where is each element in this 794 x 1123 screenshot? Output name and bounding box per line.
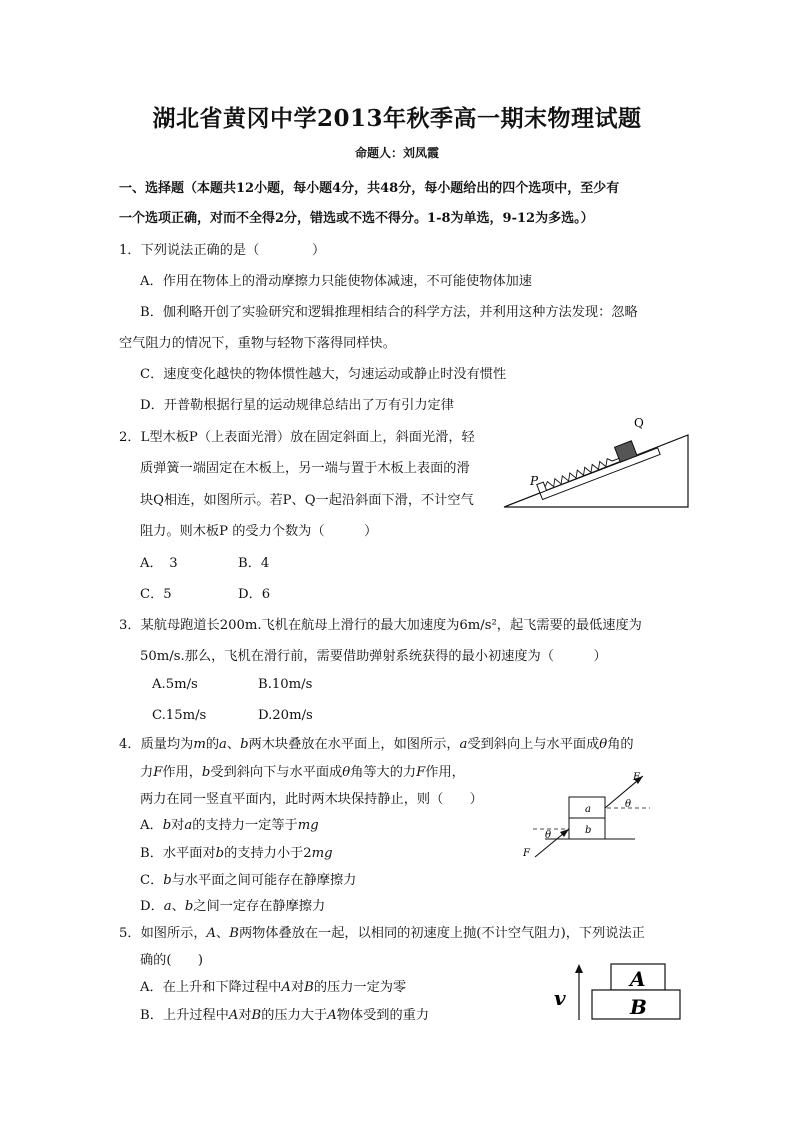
q4-text: 4．质量均为	[119, 737, 194, 752]
q4-var-a: a	[163, 899, 172, 914]
q4-text: 角等大的力	[350, 765, 417, 780]
q4-option-c	[140, 869, 356, 888]
q2-option-c: C．5	[140, 587, 172, 602]
label-f-bottom: F	[523, 848, 530, 859]
section-heading-line-2: 一个选项正确，对而不全得2分，错选或不选不得分。1-8为单选，9-12为多选。）	[119, 211, 594, 226]
author-line: 命题人：刘凤霞	[354, 146, 439, 160]
q3-option-b: B.10m/s	[258, 677, 313, 692]
q1-option-a: A．作用在物体上的滑动摩擦力只能使物体减速，不可能使物体加速	[140, 274, 532, 289]
q4-stem-line3: 两力在同一竖直平面内，此时两木块保持静止，则（ ）	[140, 792, 483, 807]
q4-text: 力	[140, 765, 154, 780]
q4-text: 作用，	[162, 765, 202, 780]
q5-blocks-figure	[548, 958, 688, 1024]
label-q: Q	[634, 416, 644, 430]
velocity-arrowhead	[575, 964, 583, 973]
q1-option-d: D．开普勒根据行星的运动规律总结出了万有引力定律	[140, 398, 454, 413]
section-heading-line-1: 一、选择题（本题共12小题，每小题4分，共48分，每小题给出的四个选项中，至少有	[119, 181, 620, 196]
q4-text: D．	[140, 899, 164, 914]
q4-blocks-figure	[515, 768, 675, 863]
q5-var-a: A	[327, 1008, 337, 1023]
q4-text: 的支持力一定等于	[192, 818, 298, 833]
q4-var-a: a	[184, 818, 193, 833]
q4-text: 、	[226, 737, 241, 752]
q4-text: A．	[140, 818, 163, 833]
q4-var-mg: mg	[297, 818, 319, 833]
q2-stem-line1: 2．L型木板P（上表面光滑）放在固定斜面上，斜面光滑，轻	[119, 430, 475, 445]
l-board-stop	[537, 482, 547, 493]
q5-var-b: B	[229, 926, 239, 941]
page-title: 湖北省黄冈中学2013年秋季高一期末物理试题	[152, 105, 642, 132]
q4-number: 2	[303, 846, 312, 861]
q5-text: 5．如图所示，	[119, 926, 207, 941]
q4-var-b: b	[215, 846, 225, 861]
q4-text: C．	[140, 873, 164, 888]
q5-text: 的压力一定为零	[313, 980, 407, 995]
label-a: A	[630, 967, 646, 991]
q1-option-c: C．速度变化越快的物体惯性越大，匀速运动或静止时没有惯性	[140, 367, 507, 382]
q2-stem-line4: 阻力。则木板P 的受力个数为（ ）	[140, 524, 378, 539]
q5-text: 的压力大于	[261, 1008, 328, 1023]
q4-var-mg: mg	[311, 846, 333, 861]
q5-option-b	[140, 1004, 429, 1023]
q4-stem-line1	[119, 733, 634, 752]
q5-text: 、	[216, 926, 230, 941]
q3-option-a: A.5m/s	[152, 677, 198, 692]
q2-option-d: D．6	[238, 587, 271, 602]
q5-text: A．在上升和下降过程中	[140, 980, 282, 995]
q4-var-b: b	[162, 818, 172, 833]
q5-text: B．上升过程中	[140, 1008, 229, 1023]
q5-var-a: A	[206, 926, 217, 941]
q4-var-theta: θ	[599, 737, 608, 752]
q1-option-b-line2: 空气阻力的情况下，重物与轻物下落得同样快。	[119, 336, 396, 351]
q4-text: 与水平面之间可能存在静摩擦力	[171, 873, 357, 888]
label-b: B	[630, 995, 647, 1019]
q4-text: 受到斜向下与水平面成	[210, 765, 343, 780]
q5-option-a	[140, 976, 406, 995]
q4-text: 角的	[607, 737, 634, 752]
label-b: b	[585, 825, 592, 836]
l-board-base	[540, 448, 660, 500]
q5-var-b: B	[251, 1008, 262, 1023]
q1-option-b-line1: B．伽利略开创了实验研究和逻辑推理相结合的科学方法，并利用这种方法发现：忽略	[140, 305, 638, 320]
q4-var-b: b	[240, 737, 249, 752]
q4-text: 对	[171, 818, 185, 833]
q2-stem-line3: 块Q相连，如图所示。若P、Q一起沿斜面下滑，不计空气	[140, 493, 474, 508]
q4-var-a: a	[219, 737, 227, 752]
q4-text: 的支持力小于	[224, 846, 304, 861]
q4-text: B．水平面对	[140, 846, 216, 861]
q5-var-a: A	[281, 980, 291, 995]
label-v: v	[554, 986, 566, 1010]
q4-stem-line2	[140, 761, 465, 780]
q2-incline-figure	[500, 415, 700, 515]
q4-option-a	[140, 814, 319, 833]
q4-text: 、	[171, 899, 185, 914]
q4-text: 的	[205, 737, 220, 752]
q4-var-f: F	[416, 765, 426, 780]
q5-text: 物体受到的重力	[336, 1008, 430, 1023]
q3-stem-line1: 3．某航母跑道长200m.飞机在航母上滑行的最大加速度为6m/s²，起飞需要的最低速度为	[119, 618, 642, 633]
q5-var-a: A	[228, 1008, 239, 1023]
q4-var-theta: θ	[342, 765, 351, 780]
q5-text: 对	[238, 1008, 252, 1023]
q5-text: 两物体叠放在一起，以相同的初速度上抛(不计空气阻力)，下列说法正	[238, 926, 645, 941]
q4-text: 作用，	[425, 765, 465, 780]
q2-stem-line2: 质弹簧一端固定在木板上，另一端与置于木板上表面的滑	[140, 461, 470, 476]
q2-option-b: B．4	[238, 556, 270, 571]
q4-option-d	[140, 895, 325, 914]
q4-var-b: b	[163, 873, 172, 888]
q5-stem-line1	[119, 922, 645, 941]
l-board-group	[534, 433, 660, 500]
label-f-top: F	[633, 772, 640, 783]
q1-stem: 1．下列说法正确的是（ ）	[119, 243, 326, 258]
q4-var-b: b	[184, 899, 194, 914]
q5-stem-line2: 确的( )	[140, 953, 204, 968]
label-theta-top: θ	[625, 799, 632, 810]
q4-var-m: m	[193, 737, 206, 752]
label-theta-bottom: θ	[545, 830, 552, 841]
q3-option-d: D.20m/s	[258, 708, 313, 723]
label-p: P	[530, 474, 539, 488]
q4-text: 之间一定存在静摩擦力	[193, 899, 326, 914]
q4-var-f: F	[153, 765, 163, 780]
q2-option-a: A． 3	[140, 556, 178, 571]
q5-text: 对	[290, 980, 305, 995]
q4-var-b: b	[201, 765, 211, 780]
q4-option-b	[140, 842, 333, 861]
q3-stem-line2: 50m/s.那么，飞机在滑行前，需要借助弹射系统获得的最小初速度为（ ）	[140, 649, 607, 664]
q4-text: 受到斜向上与水平面成	[467, 737, 600, 752]
q5-var-b: B	[304, 980, 314, 995]
label-a: a	[585, 804, 591, 815]
q3-option-c: C.15m/s	[152, 708, 207, 723]
q4-var-a: a	[459, 737, 468, 752]
q4-text: 两木块叠放在水平面上，如图所示，	[248, 737, 460, 752]
